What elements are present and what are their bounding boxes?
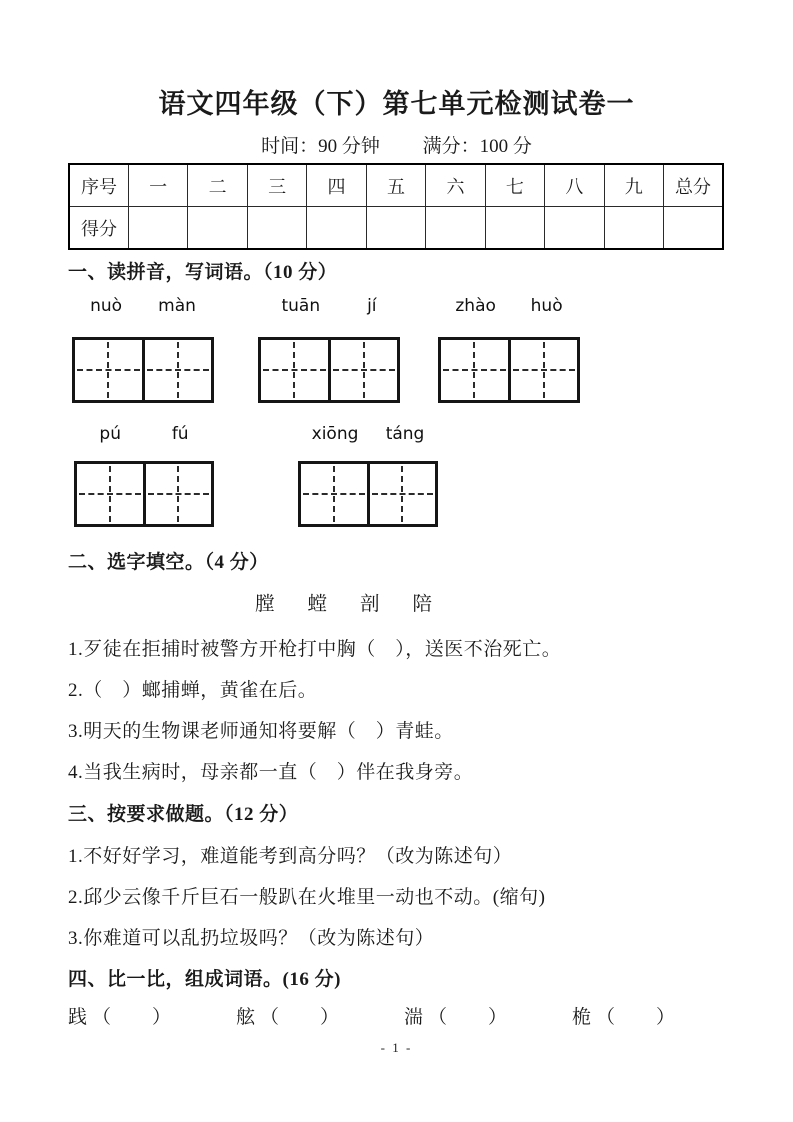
rewrite-item: 2.邱少云像千斤巨石一般趴在火堆里一动也不动。(缩句)	[68, 887, 546, 908]
word-blank: （ ）	[92, 1007, 173, 1028]
word-character: 舷	[236, 1007, 257, 1028]
pinyin-label-group	[258, 296, 400, 316]
writing-cell	[142, 340, 212, 400]
grid-guide-horizontal-line	[443, 369, 506, 371]
writing-cell	[508, 340, 578, 400]
section-three-heading: 三、按要求做题。（12 分）	[68, 804, 299, 825]
pinyin-syllable: màn	[158, 296, 196, 316]
word-blank: （ ）	[596, 1007, 677, 1028]
pinyin-syllable: jí	[367, 296, 377, 316]
fill-blank-item: 4.当我生病时，母亲都一直（ ）伴在我身旁。	[68, 762, 474, 783]
grid-guide-horizontal-line	[79, 493, 141, 495]
score-table-header-cell: 八	[545, 164, 604, 207]
section-one-heading: 一、读拼音，写词语。（10 分）	[68, 262, 338, 283]
word-blank: （ ）	[260, 1007, 341, 1028]
score-table-header-cell: 七	[485, 164, 544, 207]
pinyin-label-group	[74, 424, 214, 444]
word-pair-item	[572, 1002, 676, 1029]
score-cell	[545, 207, 604, 250]
writing-grid	[74, 461, 214, 527]
pinyin-syllable: nuò	[90, 296, 123, 316]
writing-cell	[143, 464, 212, 524]
pinyin-syllable: zhào	[455, 296, 496, 316]
writing-grid	[438, 337, 580, 403]
writing-cell	[261, 340, 328, 400]
section-four-heading: 四、比一比，组成词语。(16 分)	[68, 969, 341, 990]
score-table-header-cell: 六	[426, 164, 485, 207]
score-cell	[366, 207, 425, 250]
word-pair-row	[68, 1002, 728, 1029]
score-row-label: 得分	[69, 207, 128, 250]
option-character: 剖	[360, 594, 380, 615]
score-table-header-cell: 三	[247, 164, 306, 207]
score-table-score-row	[69, 207, 723, 250]
option-character: 陪	[412, 594, 433, 615]
grid-guide-horizontal-line	[333, 369, 396, 371]
writing-cell	[75, 340, 142, 400]
score-table-header-row	[69, 164, 723, 207]
score-table-header-cell: 四	[307, 164, 366, 207]
grid-guide-horizontal-line	[303, 493, 365, 495]
score-table-header-cell: 一	[128, 164, 187, 207]
grid-guide-horizontal-line	[147, 369, 210, 371]
exam-subtitle	[0, 131, 793, 158]
rewrite-item: 3.你难道可以乱扔垃圾吗？（改为陈述句）	[68, 928, 435, 949]
pinyin-label-group	[72, 296, 214, 316]
pinyin-label-group	[438, 296, 580, 316]
word-character: 桅	[572, 1007, 593, 1028]
fill-blank-item: 2.（ ）螂捕蝉，黄雀在后。	[68, 680, 318, 701]
pinyin-syllable: táng	[385, 424, 425, 444]
option-character: 膛	[255, 594, 275, 615]
score-table-header-cell: 总分	[664, 164, 723, 207]
time-limit: 时间：90 分钟	[261, 136, 380, 157]
writing-cell	[77, 464, 143, 524]
writing-grid	[298, 461, 438, 527]
writing-cell	[328, 340, 398, 400]
score-table-header-cell: 序号	[69, 164, 128, 207]
rewrite-item: 1.不好好学习，难道能考到高分吗？（改为陈述句）	[68, 846, 513, 867]
score-table-header-cell: 五	[366, 164, 425, 207]
word-pair-item	[68, 1002, 236, 1029]
score-cell	[128, 207, 187, 250]
grid-guide-horizontal-line	[513, 369, 576, 371]
fill-blank-item: 3.明天的生物课老师通知将要解（ ）青蛙。	[68, 721, 454, 742]
pinyin-label-group	[298, 424, 438, 444]
score-cell	[664, 207, 723, 250]
grid-guide-horizontal-line	[372, 493, 434, 495]
score-cell	[307, 207, 366, 250]
score-cell	[485, 207, 544, 250]
writing-cell	[367, 464, 436, 524]
writing-cell	[301, 464, 367, 524]
section-two-heading: 二、选字填空。（4 分）	[68, 552, 269, 573]
word-blank: （ ）	[428, 1007, 509, 1028]
full-score: 满分：100 分	[422, 136, 532, 157]
score-table-header-cell: 九	[604, 164, 663, 207]
pinyin-syllable: tuān	[281, 296, 321, 316]
fill-blank-item: 1.歹徒在拒捕时被警方开枪打中胸（ ），送医不治死亡。	[68, 639, 562, 660]
score-cell	[247, 207, 306, 250]
writing-cell	[441, 340, 508, 400]
pinyin-syllable: fú	[171, 424, 189, 444]
word-pair-item	[236, 1002, 404, 1029]
word-pair-item	[404, 1002, 572, 1029]
pinyin-syllable: huò	[530, 296, 563, 316]
writing-grid	[72, 337, 214, 403]
option-character: 螳	[307, 594, 328, 615]
pinyin-syllable: pú	[99, 424, 121, 444]
page-number: - 1 -	[380, 1040, 413, 1055]
exam-title: 语文四年级（下）第七单元检测试卷一	[158, 89, 635, 119]
score-table	[68, 163, 724, 250]
grid-guide-horizontal-line	[263, 369, 326, 371]
pinyin-syllable: xiōng	[311, 424, 359, 444]
score-cell	[604, 207, 663, 250]
word-character: 湍	[404, 1007, 425, 1028]
score-table-header-cell: 二	[188, 164, 247, 207]
grid-guide-horizontal-line	[148, 493, 210, 495]
grid-guide-horizontal-line	[77, 369, 140, 371]
writing-grid	[258, 337, 400, 403]
score-cell	[426, 207, 485, 250]
word-character: 践	[68, 1007, 89, 1028]
option-characters	[255, 588, 432, 616]
score-cell	[188, 207, 247, 250]
